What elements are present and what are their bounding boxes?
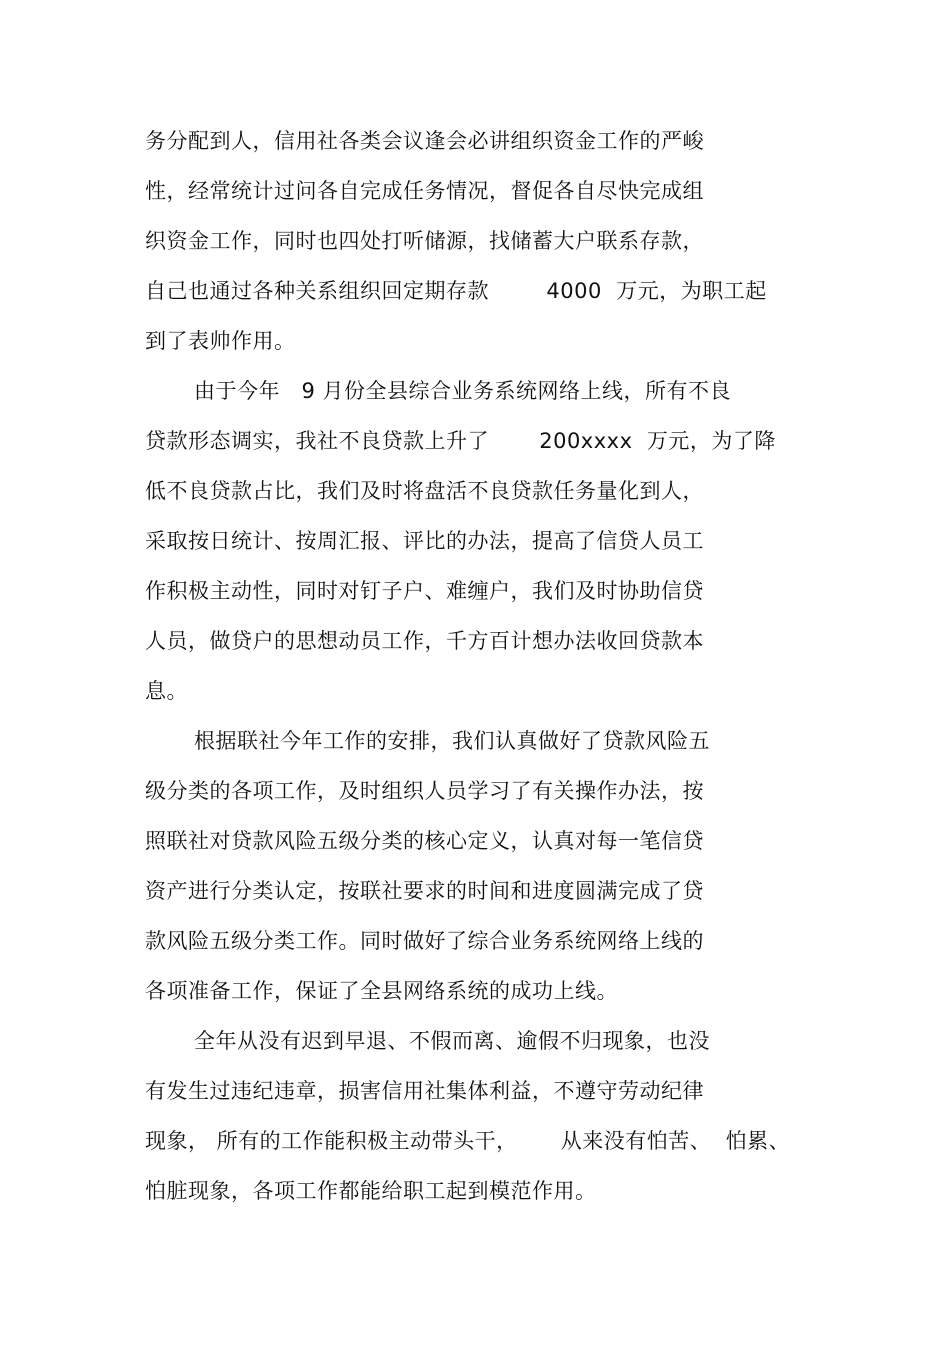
paragraph-first-line: 根据联社今年工作的安排，我们认真做好了贷款风险五 [194, 729, 710, 753]
text-line: 务分配到人，信用社各类会议逢会必讲组织资金工作的严峻 [145, 129, 704, 153]
text-line: 级分类的各项工作，及时组织人员学习了有关操作办法，按 [145, 779, 704, 803]
text-line: 怕脏现象，各项工作都能给职工起到模范作用。 [145, 1179, 597, 1203]
text-line: 人员，做贷户的思想动员工作，千方百计想办法收回贷款本 [145, 629, 704, 653]
text-line: 作积极主动性，同时对钉子户、难缠户，我们及时协助信贷 [145, 579, 704, 603]
text-line: 款风险五级分类工作。同时做好了综合业务系统网络上线的 [145, 929, 704, 953]
text-line: 性，经常统计过问各自完成任务情况，督促各自尽快完成组 [145, 179, 704, 203]
text-line: 采取按日统计、按周汇报、评比的办法，提高了信贷人员工 [145, 529, 704, 553]
paragraph-first-line: 由于今年 9 月份全县综合业务系统网络上线，所有不良 [194, 379, 732, 403]
text-line: 现象， 所有的工作能积极主动带头干， 从来没有怕苦、 怕累、 [145, 1129, 791, 1153]
text-line: 各项准备工作，保证了全县网络系统的成功上线。 [145, 979, 618, 1003]
text-line: 到了表帅作用。 [145, 329, 296, 353]
text-line: 资产进行分类认定，按联社要求的时间和进度圆满完成了贷 [145, 879, 704, 903]
text-line: 低不良贷款占比，我们及时将盘活不良贷款任务量化到人， [145, 479, 704, 503]
text-line: 贷款形态调实，我社不良贷款上升了 200xxxx 万元，为了降 [145, 429, 776, 453]
text-line: 有发生过违纪违章，损害信用社集体利益，不遵守劳动纪律 [145, 1079, 704, 1103]
text-line: 织资金工作，同时也四处打听储源，找储蓄大户联系存款， [145, 229, 704, 253]
text-line: 自己也通过各种关系组织回定期存款 4000 万元，为职工起 [145, 279, 767, 303]
text-line: 照联社对贷款风险五级分类的核心定义，认真对每一笔信贷 [145, 829, 704, 853]
text-line: 息。 [145, 679, 188, 703]
paragraph-first-line: 全年从没有迟到早退、不假而离、逾假不归现象，也没 [194, 1029, 710, 1053]
